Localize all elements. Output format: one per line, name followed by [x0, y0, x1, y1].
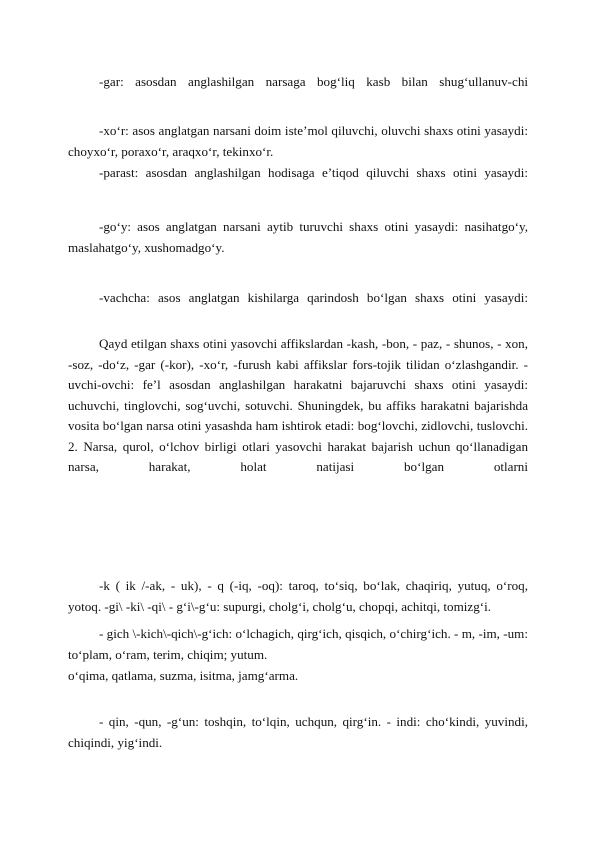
paragraph-gich-affixes: - gich \-kich\-qich\-g‘ich: o‘lchagich, qirg‘ich, qisqich, o‘chirg‘ich. - m, -im, -um: to‘plam, o‘ram, terim, chiqim; yutum. [68, 626, 528, 662]
paragraph-ma-affixes: o‘qima, qatlama, suzma, isitma, jamg‘arma. [68, 668, 299, 683]
paragraph-qin-affixes: - qin, -qun, -g‘un: toshqin, to‘lqin, uchqun, qirg‘in. - indi: cho‘kindi, yuvindi, chiqindi, yig‘indi. [68, 714, 528, 750]
paragraph-gar: -gar: asosdan anglashilgan narsaga bog‘liq kasb bilan shug‘ullanuv-chi [99, 74, 528, 89]
paragraph-parast: -parast: asosdan anglashilgan hodisaga e’tiqod qiluvchi shaxs otini yasaydi: [99, 165, 528, 180]
paragraph-xor: -xo‘r: asos anglatgan narsani doim iste’mol qiluvchi, oluvchi shaxs otini yasaydi: choyxo‘r, poraxo‘r, araqxo‘r, tekinxo‘r. [68, 123, 528, 159]
paragraph-vachcha: -vachcha: asos anglatgan kishilarga qarindosh bo‘lgan shaxs otini yasaydi: [99, 290, 528, 305]
paragraph-affixes-main: Qayd etilgan shaxs otini yasovchi affikslardan -kash, -bon, - paz, - shunos, - xon, -soz, -do‘z, -gar (-kor), -xo‘r, -furush kabi affikslar fors-tojik tilidan o‘zlashgandir. -uvchi-ovchi: fe’l asosdan anglashilgan harakatni bajaruvchi shaxs otini yasaydi: uchuvchi, tinglovchi, sog‘uvchi, sotuvchi. Shuningdek, bu affiks harakatni bajarishda vosita bo‘lgan narsa otini yasashda ham ishtirok etadi: bog‘lovchi, zidlovchi, tuslovchi. 2. Narsa, qurol, o‘lchov birligi otlari yasovchi harakat bajarish uchun qo‘llanadigan narsa, harakat, holat natijasi bo‘lgan otlarni [68, 336, 528, 474]
paragraph-goy: -go‘y: asos anglatgan narsani aytib turuvchi shaxs otini yasaydi: nasihatgo‘y, maslahatgo‘y, xushomadgo‘y. [68, 219, 528, 255]
paragraph-k-q-affixes: -k ( ik /-ak, - uk), - q (-iq, -oq): taroq, to‘siq, bo‘lak, chaqiriq, yutuq, o‘roq, yotoq. -gi\ -ki\ -qi\ - g‘i\-g‘u: supurgi, cholg‘i, cholg‘u, chopqi, achitqi, tomizg‘i. [68, 578, 528, 614]
